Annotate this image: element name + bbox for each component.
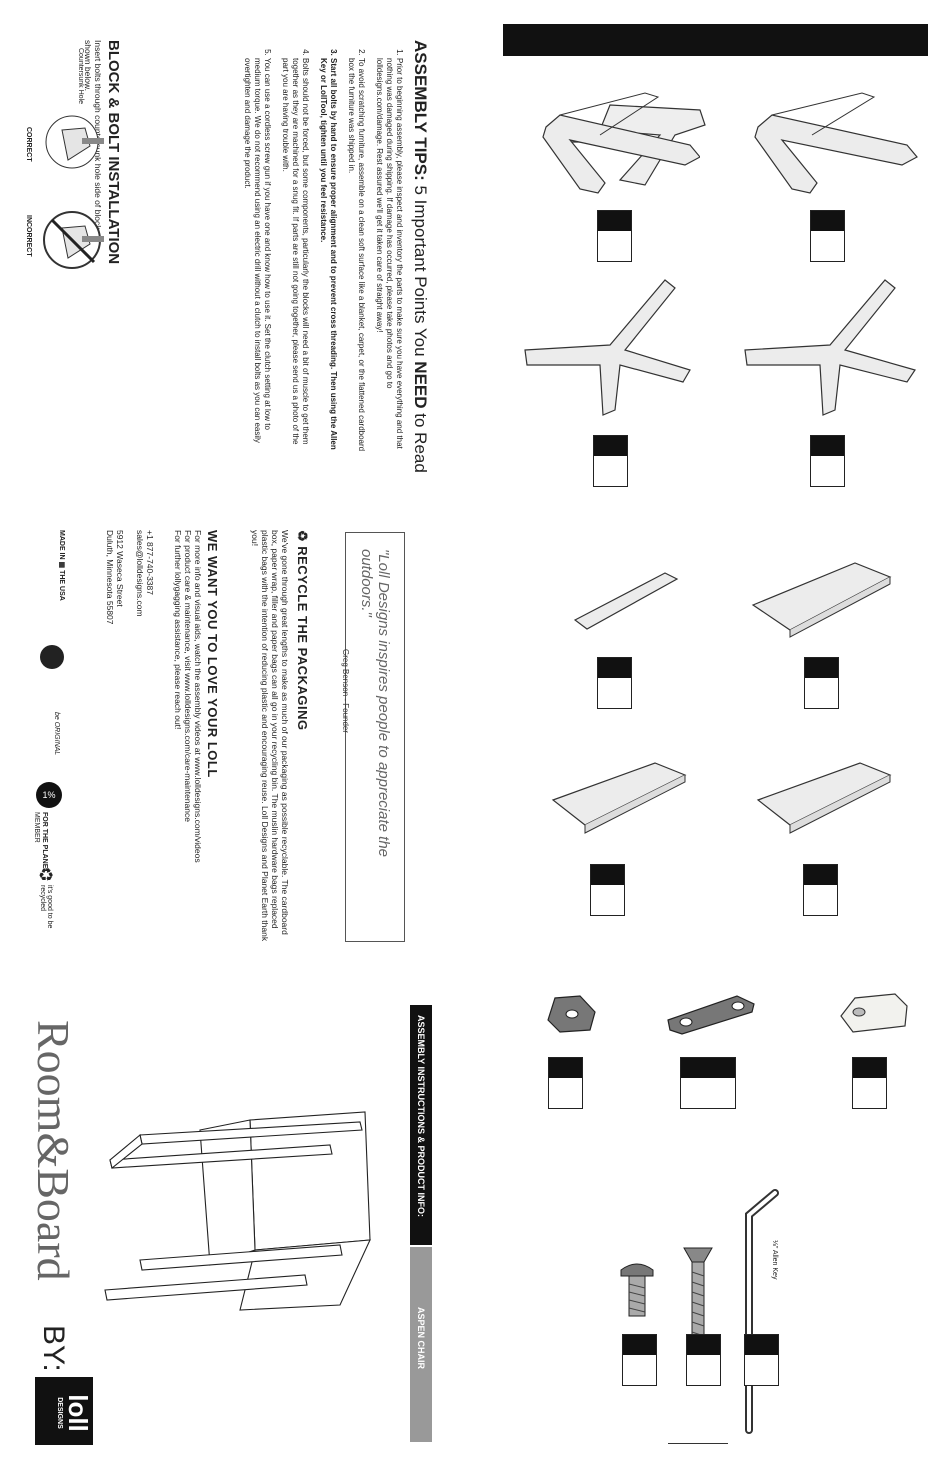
u-frame-part-b	[752, 85, 922, 195]
love-line: For more info and visual aids, watch the assembly videos at www.lolldesigns.com/videos	[193, 530, 203, 863]
instructions-tab: ASSEMBLY INSTRUCTIONS & PRODUCT INFO:	[410, 1005, 432, 1245]
made-in-usa-badge: MADE IN ▦ THE USA	[58, 530, 65, 601]
qty-box	[597, 210, 632, 262]
tip-item: 4. Bolts should not be forced, but some components, particularly the blocks will need a bit of muscle to get them together as they are machined for a snug fit. If parts are still not going together, please send us a photo of the part you are having trouble with.	[280, 58, 310, 460]
one-percent-planet-badge: 1%	[36, 782, 62, 808]
recycle-section	[230, 530, 310, 950]
tips-list	[242, 40, 404, 460]
qty-box	[803, 864, 838, 916]
corner-block-part	[540, 990, 602, 1038]
quote-text: "Loll Designs inspires people to appreciate the outdoors."	[358, 549, 392, 858]
qty-box	[597, 657, 632, 709]
qty-box	[686, 1334, 721, 1386]
u-frame-part-a	[540, 85, 700, 195]
certification-badge-icon	[40, 645, 64, 669]
recycle-icon: ♻	[38, 865, 55, 885]
connector-plate-part	[662, 990, 762, 1038]
phone-number[interactable]: +1 877-740-3387	[145, 530, 155, 595]
be-original-badge: be ORIGINAL	[53, 712, 60, 756]
city-address: Duluth, Minnesota 55807	[105, 530, 115, 625]
room-and-board-logo: Room&Board	[28, 1020, 79, 1281]
by-label: BY:	[37, 1325, 70, 1372]
qty-box	[810, 210, 845, 262]
email-link[interactable]: sales@lolldesigns.com	[135, 530, 145, 617]
love-line: For product care & maintenance, visit www.lolldesigns.com/care-maintenance	[183, 530, 193, 822]
tip-item: 3. Start all bolts by hand to ensure proper alignment and to prevent cross threading. Then using the Allen Key or LollTool, tighten until you feel resistance.	[318, 58, 338, 460]
qty-box	[622, 1334, 657, 1386]
incorrect-block-diagram	[40, 200, 110, 280]
qty-box	[852, 1057, 887, 1109]
product-tab: ASPEN CHAIR	[410, 1247, 432, 1442]
qty-box	[810, 435, 845, 487]
recycled-label: it's good to be recycled	[39, 885, 53, 929]
loll-designs-logo: loll DESIGNS	[35, 1377, 93, 1445]
assembly-tips-title: ASSEMBLY TIPS: 5 Important Points You NEED to Read	[411, 40, 430, 473]
qty-box	[548, 1057, 583, 1109]
allen-key-label: ⅛" Allen Key	[771, 1240, 778, 1280]
divider-line	[668, 1443, 728, 1444]
seat-panel-part	[745, 555, 895, 645]
correct-label: CORRECT	[25, 127, 32, 162]
planet-label: FOR THE PLANET	[41, 812, 48, 873]
founder-quote-box	[341, 532, 405, 942]
love-title: WE WANT YOU TO LOVE YOUR LOLL	[205, 530, 220, 778]
back-panel-part	[545, 755, 690, 840]
button-bolt-icon	[617, 1258, 657, 1320]
recycle-text: We've gone through great lengths to make as much of our packaging as possible recyclable. The cardboard box, paper wrap, filler and paper bags can all go in your recycling bin. The muslin hardware bags replaced plastic bags with the intention of reducing plastic and encouraging reuse. Loll Designs and Planet Earth thank you!	[250, 530, 290, 942]
tip-item: 5. You can use a cordless screw gun if you have one and know how to use it. Set the clutch setting at low to medium torque. We do not recommend using an electric drill without a clutch to install bolts as you can easily overtighten and damage the product.	[242, 58, 272, 460]
leg-frame-part-a	[515, 270, 695, 420]
qty-box	[744, 1334, 779, 1386]
allen-key-icon	[735, 1185, 785, 1435]
qty-box	[804, 657, 839, 709]
qty-box	[680, 1057, 736, 1109]
foot-block-part	[835, 988, 915, 1038]
header-bar	[503, 24, 928, 56]
qty-box	[590, 864, 625, 916]
block-bolt-text: Insert bolts through hole side of blocks shown below.	[83, 40, 103, 234]
cross-bar-part	[565, 565, 685, 640]
incorrect-label: INCORRECT	[25, 215, 32, 257]
tip-item: 1. Prior to beginning assembly, please inspect and inventory the parts to make sure you have everything and that nothing was damaged during shipping. If damage has occurred, please take photos and go to lolldesigns.com/damage. Rest assured we'll get it taken care of straight away!	[374, 58, 404, 460]
planet-member-label: MEMBER	[33, 812, 40, 843]
correct-block-diagram	[40, 100, 110, 180]
countersunk-hole-label: Countersunk Hole	[77, 47, 84, 105]
chair-illustration	[100, 1100, 380, 1320]
qty-box	[593, 435, 628, 487]
tip-item: 2. To avoid scratching furniture, assemble on a clean soft surface like a blanket, carpet, or the flattened cardboard box the furniture was shipped in.	[346, 58, 366, 460]
street-address: 5912 Waseca Street	[115, 530, 125, 607]
leg-frame-part-b	[735, 270, 925, 420]
recycle-title: ♻ RECYCLE THE PACKAGING	[295, 530, 310, 731]
block-bolt-title: BLOCK & BOLT INSTALLATION	[105, 40, 122, 265]
contact-block	[90, 530, 155, 680]
quote-author: Greg Benson - Founder	[341, 649, 350, 734]
love-line: For further lollygagging assistance, please reach out!	[173, 530, 183, 730]
seat-back-panel-part	[750, 755, 895, 840]
